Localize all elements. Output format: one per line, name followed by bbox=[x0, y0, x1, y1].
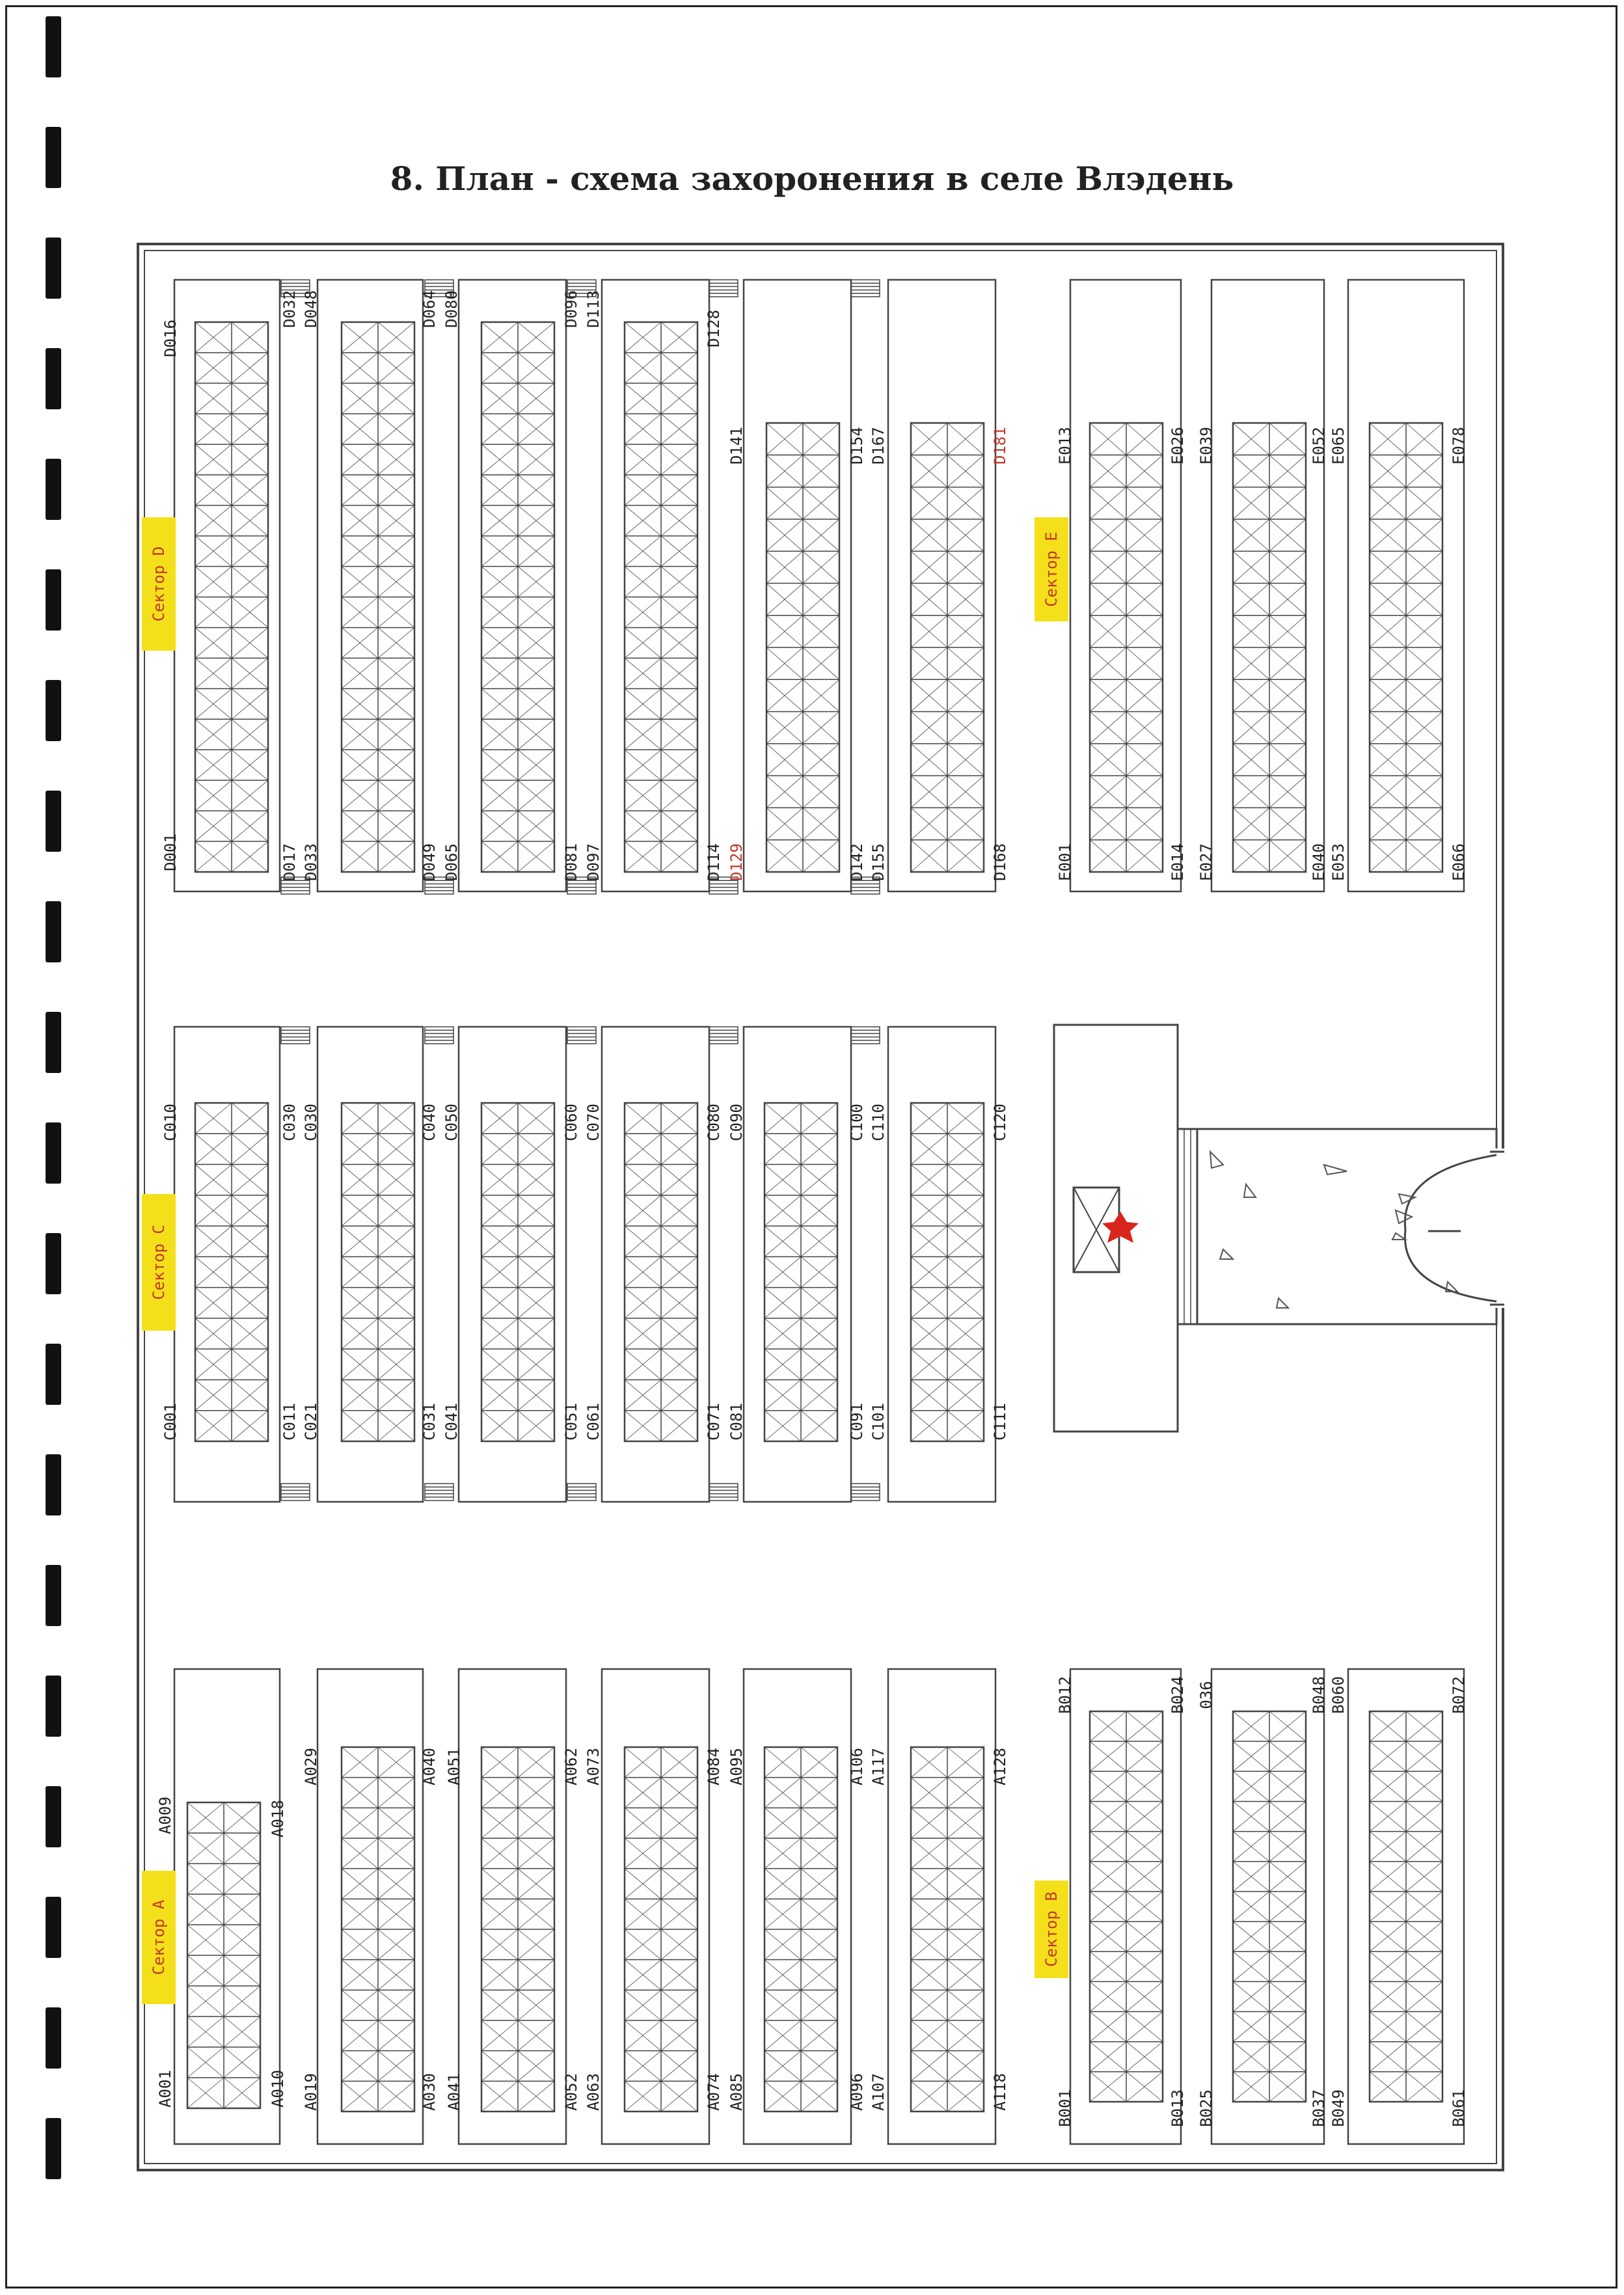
plot-label: D167 bbox=[869, 427, 887, 465]
plot-label: B024 bbox=[1169, 1676, 1187, 1714]
grave-grid bbox=[342, 1103, 414, 1441]
plot-label: D154 bbox=[848, 427, 866, 465]
grave-grid bbox=[911, 1103, 984, 1441]
row-frame bbox=[318, 1669, 423, 2144]
stair bbox=[709, 280, 738, 297]
sector-tag bbox=[1035, 1881, 1068, 1978]
plot-label: D155 bbox=[869, 843, 887, 881]
burial-blocks bbox=[174, 280, 1464, 2144]
plot-label: D128 bbox=[705, 310, 723, 347]
plot-label: A010 bbox=[269, 2070, 287, 2108]
plot-label: A118 bbox=[991, 2073, 1009, 2111]
grave-grid bbox=[1370, 423, 1442, 872]
sector-tag bbox=[142, 1194, 176, 1331]
stair bbox=[281, 1484, 310, 1501]
sector-tag bbox=[142, 517, 176, 651]
plot-label: E053 bbox=[1329, 843, 1347, 881]
stair bbox=[567, 1484, 596, 1501]
plot-label: D114 bbox=[705, 843, 723, 881]
row-frame bbox=[602, 1669, 709, 2144]
plot-label: D048 bbox=[302, 290, 320, 328]
gate-icon bbox=[1210, 1152, 1457, 1308]
row-frame bbox=[602, 280, 709, 891]
plot-label: C070 bbox=[584, 1104, 602, 1141]
grave-grid bbox=[195, 1103, 268, 1441]
row-frame bbox=[888, 280, 995, 891]
plot-label: C031 bbox=[420, 1403, 439, 1441]
grave-grid bbox=[625, 322, 697, 872]
plot-label: B037 bbox=[1310, 2089, 1328, 2127]
plot-label: A018 bbox=[269, 1800, 287, 1838]
plot-label: B060 bbox=[1329, 1676, 1347, 1714]
grave-grid bbox=[765, 1747, 837, 2112]
plot-label: A062 bbox=[562, 1748, 580, 1786]
plot-label: D033 bbox=[302, 843, 320, 881]
grave-grid bbox=[1233, 423, 1306, 872]
monument bbox=[1054, 1025, 1178, 1432]
sector-name: Сектор E bbox=[1042, 532, 1061, 607]
row-frame bbox=[174, 280, 280, 891]
plot-label: B048 bbox=[1310, 1676, 1328, 1714]
sector-name: Сектор C bbox=[150, 1225, 168, 1300]
grave-grid bbox=[481, 1103, 554, 1441]
plot-label: B072 bbox=[1450, 1676, 1468, 1714]
plot-label: D097 bbox=[584, 843, 602, 881]
stair bbox=[425, 1027, 453, 1044]
stair bbox=[851, 1484, 880, 1501]
grave-grid bbox=[911, 1747, 984, 2112]
row-frame bbox=[888, 1027, 995, 1502]
plot-label: E001 bbox=[1056, 843, 1074, 881]
sector-tags bbox=[142, 517, 1068, 2004]
plot-label: A019 bbox=[302, 2073, 320, 2111]
plot-label: D032 bbox=[280, 290, 299, 328]
plot-label: D001 bbox=[161, 834, 180, 871]
grave-grid bbox=[1090, 423, 1163, 872]
plot-label: C071 bbox=[705, 1403, 723, 1441]
plot-label: C080 bbox=[705, 1104, 723, 1141]
grave-grid bbox=[765, 1103, 837, 1441]
stair bbox=[709, 1484, 738, 1501]
grave-grid bbox=[481, 1747, 554, 2112]
row-frame bbox=[744, 1669, 851, 2144]
plot-label: C021 bbox=[302, 1403, 320, 1441]
plot-label: C110 bbox=[869, 1104, 887, 1141]
plot-label: A107 bbox=[869, 2073, 887, 2111]
plot-label: D017 bbox=[280, 843, 299, 881]
sector-tag bbox=[1035, 517, 1068, 621]
plot-label: B001 bbox=[1056, 2089, 1074, 2127]
grave-grid bbox=[1370, 1711, 1442, 2102]
plot-label: A001 bbox=[156, 2070, 174, 2108]
plot-label: D080 bbox=[442, 290, 461, 328]
plot-label: A074 bbox=[705, 2073, 723, 2111]
plot-label: A052 bbox=[562, 2073, 580, 2111]
plot-label: A051 bbox=[445, 1748, 463, 1786]
plot-label: D064 bbox=[420, 290, 439, 328]
stair bbox=[281, 1027, 310, 1044]
plot-label: D065 bbox=[442, 843, 461, 881]
plot-label: C001 bbox=[161, 1403, 180, 1441]
plot-label: D081 bbox=[562, 843, 580, 881]
plot-label: C061 bbox=[584, 1403, 602, 1441]
plot-label: A085 bbox=[727, 2073, 746, 2111]
plot-label: A030 bbox=[420, 2073, 439, 2111]
row-frame bbox=[602, 1027, 709, 1502]
grave-grid bbox=[625, 1103, 697, 1441]
plot-label: C111 bbox=[991, 1403, 1009, 1441]
plot-label: A117 bbox=[869, 1748, 887, 1786]
grave-grid bbox=[625, 1747, 697, 2112]
row-frame bbox=[744, 280, 851, 891]
sector-name: Сектор D bbox=[150, 546, 168, 622]
plot-label: C030 bbox=[280, 1104, 299, 1141]
row-frame bbox=[1070, 280, 1181, 891]
grave-grid bbox=[187, 1802, 260, 2108]
plot-label: D096 bbox=[562, 290, 580, 328]
plot-label: C101 bbox=[869, 1403, 887, 1441]
cemetery-fence bbox=[138, 244, 1503, 2170]
grave-grid bbox=[766, 423, 839, 872]
row-frame bbox=[174, 1027, 280, 1502]
row-frame bbox=[459, 1669, 566, 2144]
grave-grid bbox=[1233, 1711, 1306, 2102]
plot-label: C081 bbox=[727, 1403, 746, 1441]
plot-label: A106 bbox=[848, 1748, 866, 1786]
plot-label: C010 bbox=[161, 1104, 180, 1141]
plot-label: A041 bbox=[445, 2073, 463, 2111]
row-frame bbox=[1070, 1669, 1181, 2144]
row-frame bbox=[744, 1027, 851, 1502]
plot-label: C090 bbox=[727, 1104, 746, 1141]
plot-label: E066 bbox=[1450, 843, 1468, 881]
stair bbox=[709, 1027, 738, 1044]
row-frame bbox=[174, 1669, 280, 2144]
plot-label: E014 bbox=[1169, 843, 1187, 881]
grave-grid bbox=[481, 322, 554, 872]
grave-grid bbox=[911, 423, 984, 872]
plot-label: A128 bbox=[991, 1748, 1009, 1786]
plot-label: C011 bbox=[280, 1403, 299, 1441]
plot-label: A040 bbox=[420, 1748, 439, 1786]
plot-label: D049 bbox=[420, 843, 439, 881]
row-frame bbox=[459, 280, 566, 891]
row-frame bbox=[459, 1027, 566, 1502]
stairs bbox=[281, 280, 880, 1501]
plot-label: E039 bbox=[1197, 427, 1215, 465]
plot-label: D016 bbox=[161, 319, 180, 357]
sector-name: Сектор A bbox=[150, 1899, 168, 1976]
plot-label: E040 bbox=[1310, 843, 1328, 881]
plot-label: C050 bbox=[442, 1104, 461, 1141]
plot-labels bbox=[156, 290, 1468, 2127]
plot-label: B012 bbox=[1056, 1676, 1074, 1714]
plot-label: A084 bbox=[705, 1748, 723, 1786]
plot-label: C051 bbox=[562, 1403, 580, 1441]
row-frame bbox=[318, 280, 423, 891]
plot-label: E065 bbox=[1329, 427, 1347, 465]
entrance-walkway bbox=[1178, 1129, 1504, 1324]
plot-label: 036 bbox=[1197, 1681, 1215, 1709]
plot-label: E052 bbox=[1310, 427, 1328, 465]
plot-label: D142 bbox=[848, 843, 866, 881]
plot-label: D168 bbox=[991, 843, 1009, 881]
plot-label: E013 bbox=[1056, 427, 1074, 465]
plot-label: D129 bbox=[727, 843, 746, 881]
plot-label: B013 bbox=[1169, 2089, 1187, 2127]
plot-label: D141 bbox=[727, 427, 746, 465]
row-frame bbox=[1211, 280, 1324, 891]
plot-label: B061 bbox=[1450, 2089, 1468, 2127]
plot-label: C041 bbox=[442, 1403, 461, 1441]
plot-label: B025 bbox=[1197, 2089, 1215, 2127]
plot-label: C060 bbox=[562, 1104, 580, 1141]
plot-label: C100 bbox=[848, 1104, 866, 1141]
plot-label: A029 bbox=[302, 1748, 320, 1786]
plot-label: E078 bbox=[1450, 427, 1468, 465]
page-title: 8. План - схема захоронения в селе Влэдень bbox=[390, 159, 1234, 198]
plot-label: A063 bbox=[584, 2073, 602, 2111]
plot-label: A073 bbox=[584, 1748, 602, 1786]
grave-grid bbox=[1090, 1711, 1163, 2102]
star-icon bbox=[1102, 1212, 1139, 1243]
plot-label: A095 bbox=[727, 1748, 746, 1786]
grave-grid bbox=[342, 322, 414, 872]
stair bbox=[567, 1027, 596, 1044]
plot-label: C120 bbox=[991, 1104, 1009, 1141]
plot-label: E027 bbox=[1197, 843, 1215, 881]
plot-label: A009 bbox=[156, 1797, 174, 1834]
row-frame bbox=[888, 1669, 995, 2144]
stair bbox=[851, 280, 880, 297]
plot-label: B049 bbox=[1329, 2089, 1347, 2127]
plot-label: C040 bbox=[420, 1104, 439, 1141]
stair bbox=[851, 1027, 880, 1044]
stair bbox=[425, 1484, 453, 1501]
sector-tag bbox=[142, 1871, 176, 2004]
plot-label: C091 bbox=[848, 1403, 866, 1441]
plot-label: A096 bbox=[848, 2073, 866, 2111]
plot-label: E026 bbox=[1169, 427, 1187, 465]
grave-grid bbox=[342, 1747, 414, 2112]
sector-name: Сектор B bbox=[1042, 1892, 1061, 1967]
grave-grid bbox=[195, 322, 268, 872]
row-frame bbox=[318, 1027, 423, 1502]
plot-label: C030 bbox=[302, 1104, 320, 1141]
plot-label: D113 bbox=[584, 290, 602, 328]
plot-label: D181 bbox=[991, 427, 1009, 465]
